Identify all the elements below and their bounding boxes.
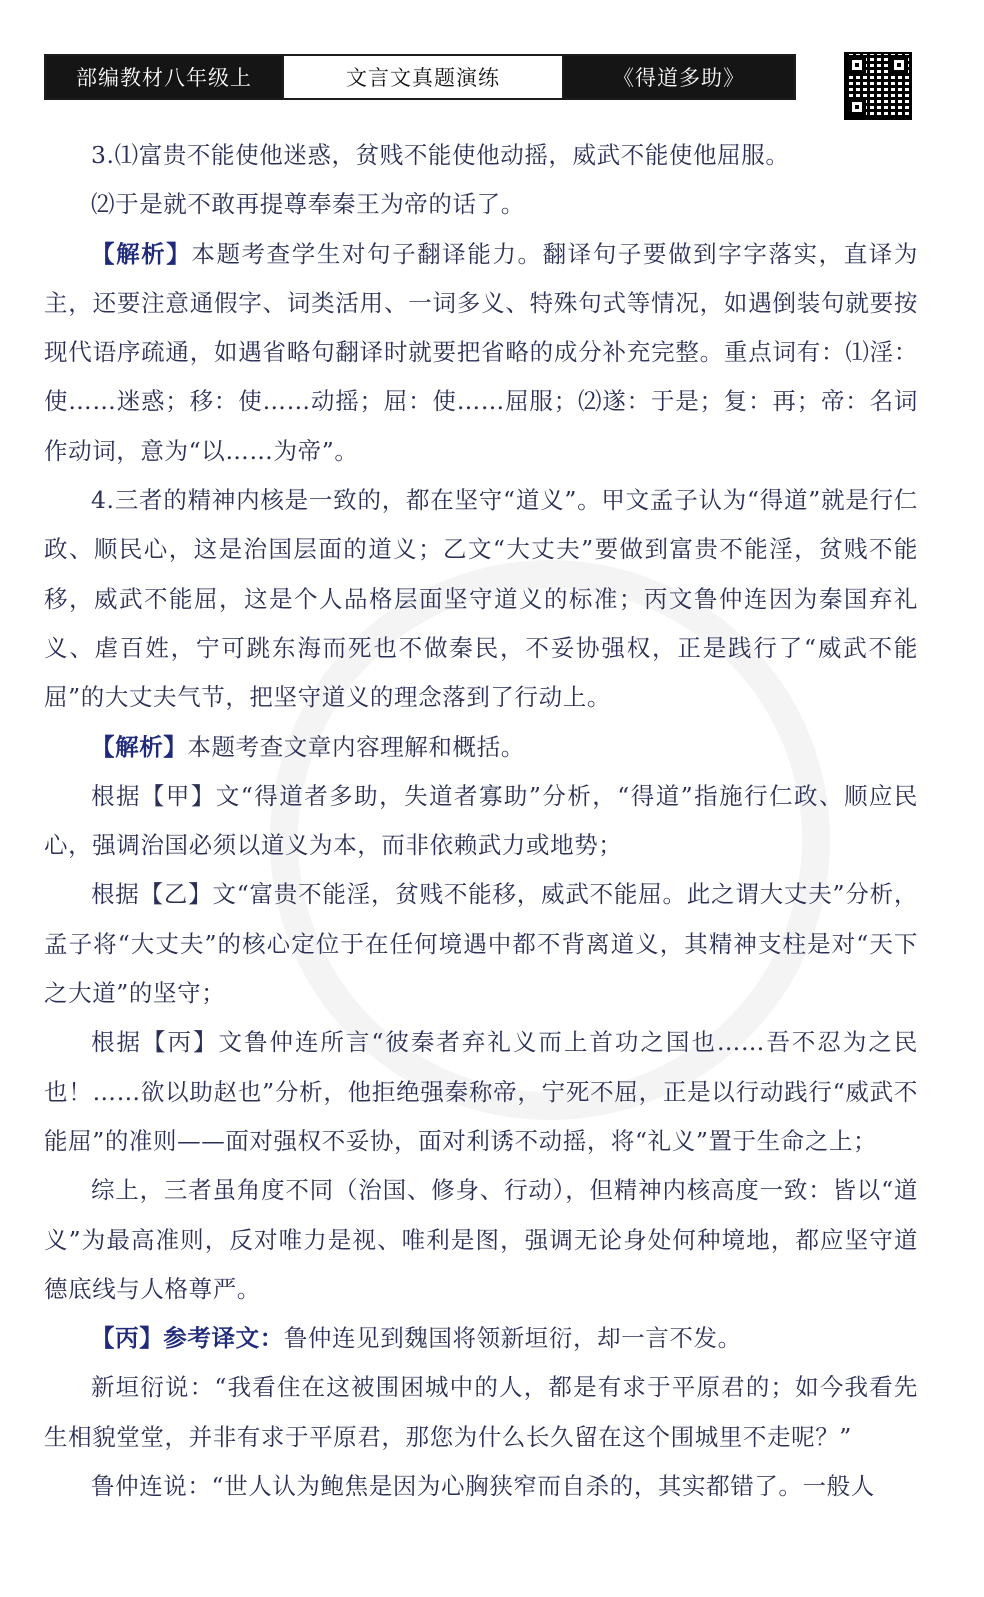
paragraph: 根据【甲】文“得道者多助，失道者寡助”分析，“得道”指施行仁政、顺应民心，强调治国必须以道义为本，而非依赖武力或地势； <box>44 781 918 860</box>
analysis-label: 【解析】 <box>91 732 188 761</box>
qr-code-icon[interactable] <box>844 52 912 120</box>
paragraph: ⑵于是就不敢再提尊奉秦王为帝的话了。 <box>91 190 525 219</box>
analysis-label: 【解析】 <box>91 239 192 268</box>
paragraph: 【解析】本题考查文章内容理解和概括。 <box>91 732 525 761</box>
translation-label: 【丙】参考译文： <box>91 1324 284 1353</box>
header-lesson-title: 《得道多助》 <box>564 56 794 98</box>
paragraph: 根据【乙】文“富贵不能淫，贫贱不能移，威武不能屈。此之谓大丈夫”分析，孟子将“大丈夫”的核心定位于在任何境遇中都不背离道义，其精神支柱是对“天下之大道”的坚守； <box>44 880 918 1008</box>
paragraph: 新垣衍说：“我看住在这被围困城中的人，都是有求于平原君的；如今我看先生相貌堂堂，并非有求于平原君，那您为什么长久留在这个围城里不走呢？” <box>44 1373 918 1451</box>
paragraph: 根据【丙】文鲁仲连所言“彼秦者弃礼义而上首功之国也……吾不忍为之民也！……欲以助赵也”分析，他拒绝强秦称帝，宁死不屈，正是以行动践行“威武不能屈”的准则——面对强权不妥协，面对利诱不动摇，将“礼义”置于生命之上； <box>44 1028 918 1155</box>
paragraph: 【丙】参考译文：鲁仲连见到魏国将领新垣衍，却一言不发。 <box>91 1324 742 1353</box>
paragraph: 鲁仲连说：“世人认为鲍焦是因为心胸狭窄而自杀的，其实都错了。一般人 <box>91 1472 875 1501</box>
paragraph: 综上，三者虽角度不同（治国、修身、行动），但精神内核高度一致：皆以“道义”为最高准则，反对唯力是视、唯利是图，强调无论身处何种境地，都应坚守道德底线与人格尊严。 <box>44 1176 918 1303</box>
header-section-title: 文言文真题演练 <box>282 56 564 98</box>
paragraph: 3.⑴富贵不能使他迷惑，贫贱不能使他动摇，威武不能使他屈服。 <box>91 141 790 169</box>
page-header <box>44 54 796 100</box>
answer-content <box>44 131 918 1511</box>
header-textbook-label: 部编教材八年级上 <box>46 56 282 98</box>
paragraph: 【解析】本题考查学生对句子翻译能力。翻译句子要做到字字落实，直译为主，还要注意通假字、词类活用、一词多义、特殊句式等情况，如遇倒装句就要按现代语序疏通，如遇省略句翻译时就要把省略的成分补充完整。重点词有：⑴淫：使……迷惑；移：使……动摇；屈：使……屈服；⑵遂：于是；复：再；帝：名词作动词，意为“以……为帝”。 <box>44 239 919 465</box>
paragraph: 4.三者的精神内核是一致的，都在坚守“道义”。甲文孟子认为“得道”就是行仁政、顺民心，这是治国层面的道义；乙文“大丈夫”要做到富贵不能淫，贫贱不能移，威武不能屈，这是个人品格层面坚守道义的标准；丙文鲁仲连因为秦国弃礼义、虐百姓，宁可跳东海而死也不做秦民，不妥协强权，正是践行了“威武不能屈”的大丈夫气节，把坚守道义的理念落到了行动上。 <box>44 486 918 712</box>
